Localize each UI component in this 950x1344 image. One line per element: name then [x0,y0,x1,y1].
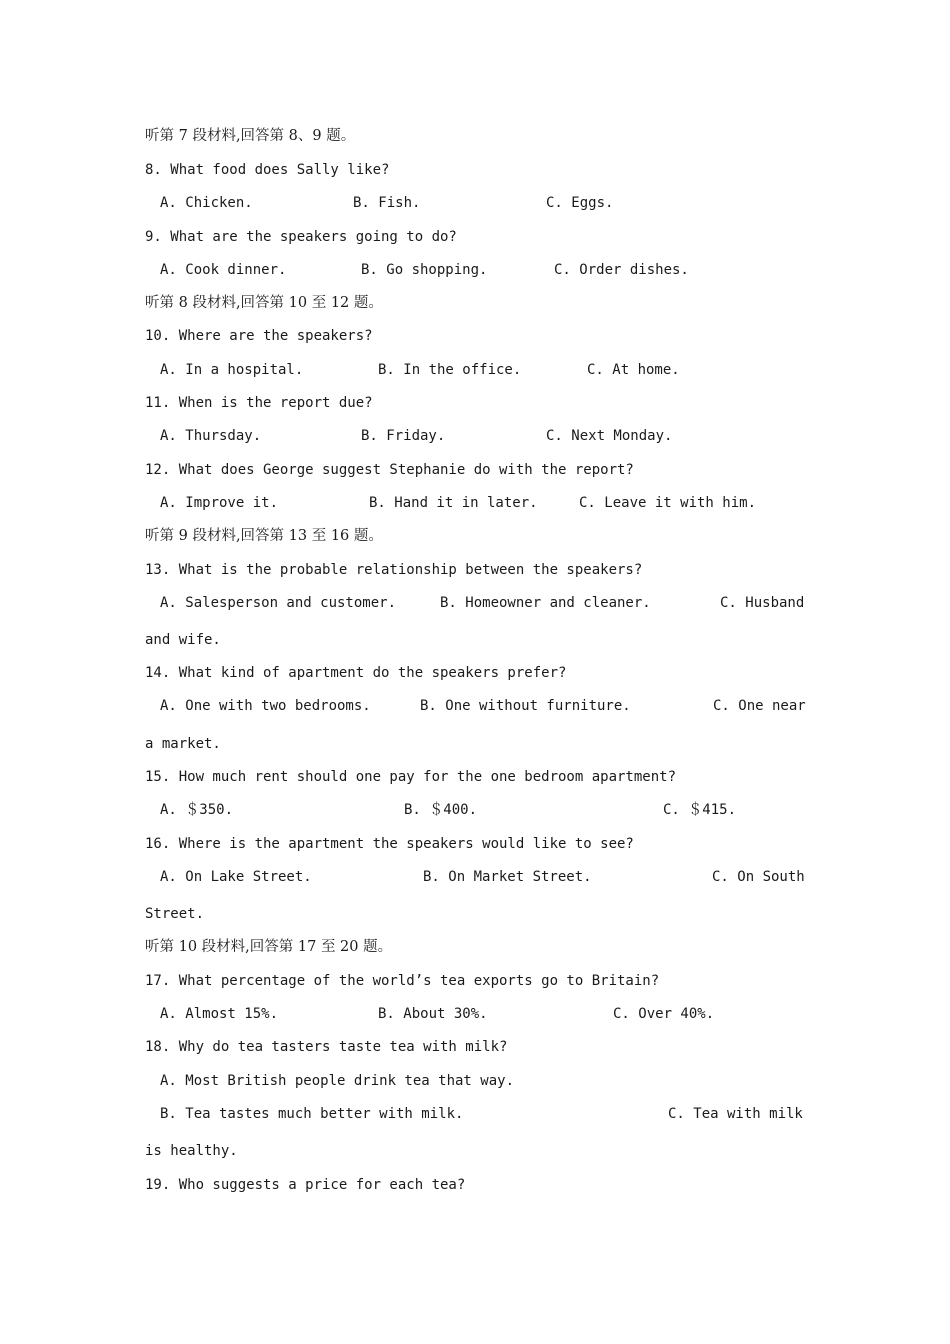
section-heading: 听第 7 段材料,回答第 8、9 题。 [145,128,356,144]
question-stem: 19. Who suggests a price for each tea? [145,1177,466,1193]
option-b: B. One without furniture. [420,698,631,714]
option-c: C. Eggs. [546,195,614,211]
question-stem: 16. Where is the apartment the speakers would like to see? [145,836,634,852]
question-stem: 9. What are the speakers going to do? [145,229,457,245]
option-b: B. Fish. [353,195,421,211]
option-c: C. Husband [720,595,805,611]
option-a: A. Improve it. [160,495,279,511]
question-stem: 14. What kind of apartment do the speakers prefer? [145,665,567,681]
option-a: A. In a hospital. [160,362,304,378]
option-c: C. ＄415. [663,802,737,818]
option-a: A. One with two bedrooms. [160,698,371,714]
option-a: A. Most British people drink tea that way. [160,1073,515,1089]
option-c-continuation: and wife. [145,632,221,648]
option-b: B. In the office. [378,362,522,378]
option-a: A. Thursday. [160,428,262,444]
option-a: A. Salesperson and customer. [160,595,397,611]
question-stem: 8. What food does Sally like? [145,162,390,178]
option-c: C. On South [712,869,805,885]
question-stem: 10. Where are the speakers? [145,328,373,344]
option-c: C. Next Monday. [546,428,673,444]
question-stem: 17. What percentage of the world’s tea exports go to Britain? [145,973,660,989]
option-b: B. About 30%. [378,1006,488,1022]
option-a: A. Cook dinner. [160,262,287,278]
option-a: A. Almost 15%. [160,1006,279,1022]
question-stem: 13. What is the probable relationship between the speakers? [145,562,643,578]
option-b: B. Hand it in later. [369,495,538,511]
option-a: A. ＄350. [160,802,234,818]
option-c: C. At home. [587,362,680,378]
option-b: B. Friday. [361,428,446,444]
question-stem: 12. What does George suggest Stephanie do with the report? [145,462,634,478]
option-b: B. Go shopping. [361,262,488,278]
section-heading: 听第 9 段材料,回答第 13 至 16 题。 [145,528,383,544]
question-stem: 15. How much rent should one pay for the one bedroom apartment? [145,769,677,785]
option-c: C. Order dishes. [554,262,689,278]
question-stem: 18. Why do tea tasters taste tea with milk? [145,1039,508,1055]
option-c: C. One near [713,698,806,714]
option-c-continuation: is healthy. [145,1143,238,1159]
option-a: A. On Lake Street. [160,869,312,885]
option-b: B. On Market Street. [423,869,592,885]
section-heading: 听第 8 段材料,回答第 10 至 12 题。 [145,295,383,311]
option-c-continuation: a market. [145,736,221,752]
option-b: B. ＄400. [404,802,478,818]
option-c: C. Over 40%. [613,1006,715,1022]
option-c: C. Tea with milk [668,1106,803,1122]
option-b: B. Tea tastes much better with milk. [160,1106,464,1122]
section-heading: 听第 10 段材料,回答第 17 至 20 题。 [145,939,393,955]
option-a: A. Chicken. [160,195,253,211]
option-c-continuation: Street. [145,906,205,922]
option-c: C. Leave it with him. [579,495,757,511]
question-stem: 11. When is the report due? [145,395,373,411]
option-b: B. Homeowner and cleaner. [440,595,651,611]
